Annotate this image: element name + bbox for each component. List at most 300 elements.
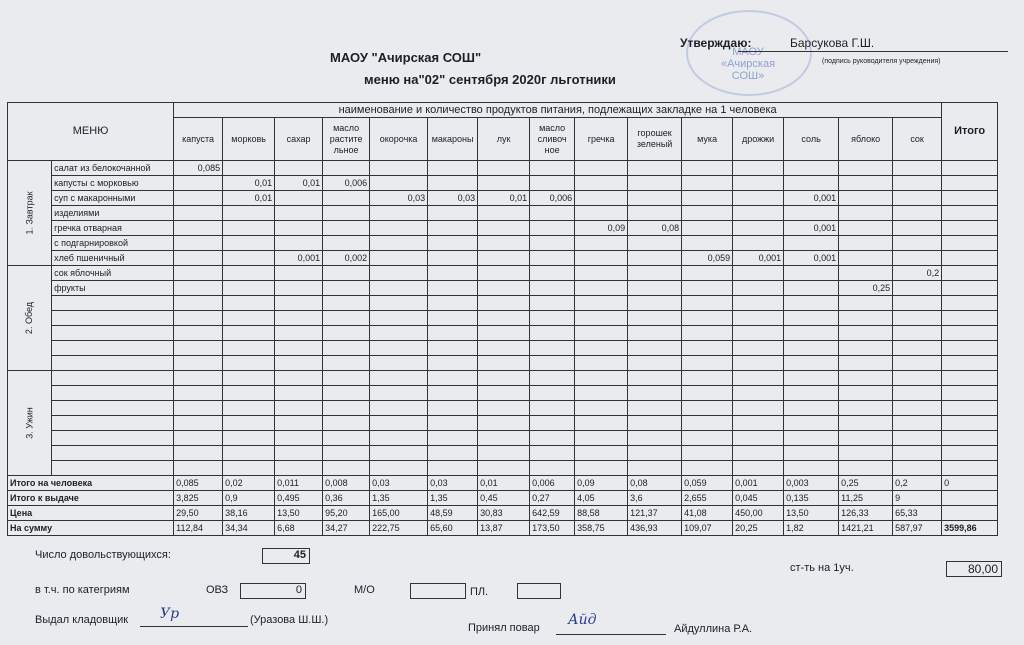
quantity-cell <box>893 311 942 326</box>
quantity-cell <box>733 326 784 341</box>
quantity-cell <box>575 236 628 251</box>
row-total-cell <box>942 416 998 431</box>
quantity-cell <box>275 266 323 281</box>
quantity-cell <box>478 251 530 266</box>
quantity-cell <box>478 236 530 251</box>
totals-cell: 4,05 <box>575 491 628 506</box>
quantity-cell <box>575 386 628 401</box>
row-total-cell <box>942 401 998 416</box>
dish-name: гречка отварная <box>52 221 174 236</box>
quantity-cell <box>839 416 893 431</box>
totals-row <box>8 476 998 491</box>
quantity-cell <box>275 371 323 386</box>
quantity-cell <box>733 356 784 371</box>
table-row <box>8 221 998 236</box>
quantity-cell <box>428 416 478 431</box>
quantity-cell <box>682 401 733 416</box>
quantity-cell <box>323 371 370 386</box>
quantity-cell <box>893 356 942 371</box>
quantity-cell <box>784 206 839 221</box>
totals-cell: 29,50 <box>174 506 223 521</box>
table-row <box>8 311 998 326</box>
approve-note: (подпись руководителя учреждения) <box>822 58 941 65</box>
totals-label: Итого к выдаче <box>8 491 174 506</box>
totals-cell: 2,655 <box>682 491 733 506</box>
totals-cell: 0,08 <box>628 476 682 491</box>
quantity-cell <box>530 461 575 476</box>
quantity-cell <box>323 401 370 416</box>
quantity-cell <box>223 236 275 251</box>
dish-name <box>52 431 174 446</box>
dish-name <box>52 371 174 386</box>
totals-cell: 41,08 <box>682 506 733 521</box>
totals-cell: 109,07 <box>682 521 733 536</box>
quantity-cell <box>478 356 530 371</box>
quantity-cell <box>370 341 428 356</box>
product-header: яблоко <box>839 118 893 161</box>
quantity-cell <box>174 296 223 311</box>
table-row <box>8 266 998 281</box>
quantity-cell <box>784 371 839 386</box>
quantity-cell <box>223 221 275 236</box>
section-label-text: 1. Завтрак <box>24 191 35 235</box>
quantity-cell <box>223 326 275 341</box>
product-header: соль <box>784 118 839 161</box>
quantity-cell <box>575 446 628 461</box>
quantity-cell <box>428 281 478 296</box>
quantity-cell <box>323 356 370 371</box>
quantity-cell <box>275 311 323 326</box>
totals-cell: 34,27 <box>323 521 370 536</box>
quantity-cell <box>839 311 893 326</box>
product-header: масло сливоч ное <box>530 118 575 161</box>
quantity-cell <box>733 266 784 281</box>
quantity-cell <box>530 161 575 176</box>
quantity-cell <box>893 341 942 356</box>
totals-row <box>8 491 998 506</box>
quantity-cell <box>275 221 323 236</box>
quantity-cell <box>370 371 428 386</box>
quantity-cell <box>839 341 893 356</box>
quantity-cell <box>530 386 575 401</box>
quantity-cell <box>428 371 478 386</box>
totals-cell: 88,58 <box>575 506 628 521</box>
quantity-cell <box>733 221 784 236</box>
quantity-cell <box>428 326 478 341</box>
dish-name: салат из белокочанной <box>52 161 174 176</box>
quantity-cell <box>428 311 478 326</box>
pl-label: ПЛ. <box>470 586 489 598</box>
ovz-value: 0 <box>240 583 306 599</box>
quantity-cell <box>323 416 370 431</box>
totals-cell: 112,84 <box>174 521 223 536</box>
quantity-cell <box>893 326 942 341</box>
quantity-cell <box>575 191 628 206</box>
quantity-cell <box>784 236 839 251</box>
quantity-cell <box>628 416 682 431</box>
quantity-cell <box>575 161 628 176</box>
issued-label: Выдал кладовщик <box>35 614 129 626</box>
quantity-cell <box>628 176 682 191</box>
dish-name: суп с макаронными <box>52 191 174 206</box>
totals-cell: 34,34 <box>223 521 275 536</box>
quantity-cell: 0,001 <box>275 251 323 266</box>
product-header: макароны <box>428 118 478 161</box>
row-total-cell <box>942 341 998 356</box>
row-total-cell <box>942 206 998 221</box>
approve-name: Барсукова Г.Ш. <box>790 36 875 50</box>
issued-signature-line <box>140 626 248 627</box>
quantity-cell <box>174 401 223 416</box>
quantity-cell <box>275 206 323 221</box>
quantity-cell <box>839 461 893 476</box>
totals-cell: 0,25 <box>839 476 893 491</box>
row-total-cell <box>942 176 998 191</box>
quantity-cell <box>174 191 223 206</box>
totals-cell: 587,97 <box>893 521 942 536</box>
table-row <box>8 401 998 416</box>
quantity-cell <box>223 386 275 401</box>
totals-grand-cell <box>942 491 998 506</box>
issued-name: (Уразова Ш.Ш.) <box>250 614 329 626</box>
table-row <box>8 386 998 401</box>
quantity-cell <box>530 251 575 266</box>
row-total-cell <box>942 371 998 386</box>
quantity-cell: 0,25 <box>839 281 893 296</box>
quantity-cell <box>478 161 530 176</box>
quantity-cell <box>428 461 478 476</box>
quantity-cell <box>370 386 428 401</box>
quantity-cell <box>733 311 784 326</box>
quantity-cell <box>628 191 682 206</box>
quantity-cell <box>682 416 733 431</box>
quantity-cell <box>784 416 839 431</box>
quantity-cell <box>223 266 275 281</box>
quantity-cell <box>575 206 628 221</box>
quantity-cell <box>733 281 784 296</box>
quantity-cell <box>370 431 428 446</box>
mo-label: М/О <box>354 584 375 596</box>
quantity-cell: 0,01 <box>223 176 275 191</box>
dish-name <box>52 296 174 311</box>
quantity-cell: 0,085 <box>174 161 223 176</box>
quantity-cell <box>839 161 893 176</box>
quantity-cell <box>174 386 223 401</box>
quantity-cell <box>784 281 839 296</box>
totals-cell: 0,02 <box>223 476 275 491</box>
totals-cell: 0,03 <box>370 476 428 491</box>
quantity-cell <box>733 206 784 221</box>
quantity-cell <box>323 461 370 476</box>
quantity-cell: 0,01 <box>275 176 323 191</box>
row-total-cell <box>942 251 998 266</box>
totals-cell: 65,33 <box>893 506 942 521</box>
row-total-cell <box>942 356 998 371</box>
quantity-cell: 0,03 <box>428 191 478 206</box>
count-value: 45 <box>262 548 310 564</box>
table-row <box>8 326 998 341</box>
quantity-cell <box>428 221 478 236</box>
quantity-cell <box>323 326 370 341</box>
quantity-cell: 0,006 <box>323 176 370 191</box>
quantity-cell <box>628 386 682 401</box>
product-header: лук <box>478 118 530 161</box>
quantity-cell <box>893 461 942 476</box>
quantity-cell <box>839 446 893 461</box>
quantity-cell <box>478 371 530 386</box>
quantity-cell <box>370 251 428 266</box>
quantity-cell <box>370 221 428 236</box>
quantity-cell <box>733 176 784 191</box>
quantity-cell <box>223 416 275 431</box>
totals-cell: 126,33 <box>839 506 893 521</box>
quantity-cell <box>893 206 942 221</box>
quantity-cell <box>628 281 682 296</box>
dish-name <box>52 311 174 326</box>
quantity-cell <box>174 431 223 446</box>
quantity-cell <box>893 221 942 236</box>
totals-cell: 3,825 <box>174 491 223 506</box>
quantity-cell <box>530 341 575 356</box>
quantity-cell <box>784 326 839 341</box>
quantity-cell <box>478 341 530 356</box>
dish-name <box>52 386 174 401</box>
quantity-cell <box>174 446 223 461</box>
quantity-cell <box>478 401 530 416</box>
quantity-cell <box>428 356 478 371</box>
product-header: мука <box>682 118 733 161</box>
quantity-cell <box>682 236 733 251</box>
quantity-cell <box>784 386 839 401</box>
quantity-cell <box>223 401 275 416</box>
quantity-cell: 0,01 <box>478 191 530 206</box>
quantity-cell <box>839 371 893 386</box>
quantity-cell <box>628 206 682 221</box>
product-header: масло растите льное <box>323 118 370 161</box>
quantity-cell <box>575 401 628 416</box>
quantity-cell <box>428 431 478 446</box>
quantity-cell <box>733 446 784 461</box>
quantity-cell <box>323 191 370 206</box>
quantity-cell <box>428 176 478 191</box>
table-row <box>8 296 998 311</box>
quantity-cell <box>784 176 839 191</box>
quantity-cell <box>839 266 893 281</box>
dish-name <box>52 401 174 416</box>
quantity-cell <box>478 311 530 326</box>
quantity-cell <box>428 401 478 416</box>
quantity-cell <box>839 356 893 371</box>
table-row <box>8 461 998 476</box>
quantity-cell <box>628 371 682 386</box>
mo-value <box>410 583 466 599</box>
quantity-cell <box>370 461 428 476</box>
totals-cell: 20,25 <box>733 521 784 536</box>
quantity-cell <box>323 221 370 236</box>
table-row <box>8 236 998 251</box>
quantity-cell <box>893 191 942 206</box>
quantity-cell <box>530 371 575 386</box>
quantity-cell <box>893 431 942 446</box>
quantity-cell <box>478 386 530 401</box>
quantity-cell <box>275 401 323 416</box>
quantity-cell <box>428 206 478 221</box>
totals-cell: 65,60 <box>428 521 478 536</box>
quantity-cell <box>174 371 223 386</box>
quantity-cell <box>370 356 428 371</box>
dish-name: с подгарнировкой <box>52 236 174 251</box>
section-label <box>8 266 52 371</box>
quantity-cell <box>478 326 530 341</box>
quantity-cell: 0,03 <box>370 191 428 206</box>
totals-cell: 0,003 <box>784 476 839 491</box>
quantity-cell <box>893 251 942 266</box>
quantity-cell: 0,059 <box>682 251 733 266</box>
quantity-cell <box>370 161 428 176</box>
table-row <box>8 251 998 266</box>
quantity-cell <box>733 461 784 476</box>
quantity-cell <box>478 206 530 221</box>
quantity-cell <box>575 266 628 281</box>
quantity-cell <box>575 311 628 326</box>
group-header: наименование и количество продуктов питания, подлежащих закладке на 1 человека <box>174 103 942 118</box>
quantity-cell <box>682 311 733 326</box>
totals-cell: 6,68 <box>275 521 323 536</box>
quantity-cell <box>323 281 370 296</box>
table-row <box>8 281 998 296</box>
quantity-cell <box>682 221 733 236</box>
quantity-cell <box>784 161 839 176</box>
quantity-cell <box>839 191 893 206</box>
dish-name <box>52 356 174 371</box>
quantity-cell <box>323 236 370 251</box>
row-total-cell <box>942 431 998 446</box>
quantity-cell <box>370 326 428 341</box>
quantity-cell <box>323 161 370 176</box>
quantity-cell <box>575 341 628 356</box>
quantity-cell <box>682 191 733 206</box>
dish-name: сок яблочный <box>52 266 174 281</box>
quantity-cell <box>323 446 370 461</box>
quantity-cell <box>223 251 275 266</box>
totals-cell: 13,50 <box>275 506 323 521</box>
quantity-cell <box>575 461 628 476</box>
quantity-cell <box>628 326 682 341</box>
totals-cell: 165,00 <box>370 506 428 521</box>
quantity-cell <box>370 176 428 191</box>
table-row <box>8 431 998 446</box>
table-row <box>8 161 998 176</box>
totals-cell: 173,50 <box>530 521 575 536</box>
quantity-cell <box>428 341 478 356</box>
totals-cell: 9 <box>893 491 942 506</box>
totals-cell: 0,008 <box>323 476 370 491</box>
quantity-cell <box>893 161 942 176</box>
quantity-cell <box>530 281 575 296</box>
quantity-cell: 0,006 <box>530 191 575 206</box>
approve-label: Утверждаю: <box>680 36 752 50</box>
quantity-cell <box>575 356 628 371</box>
quantity-cell <box>275 161 323 176</box>
product-header: окорочка <box>370 118 428 161</box>
quantity-cell <box>682 206 733 221</box>
quantity-cell <box>174 416 223 431</box>
quantity-cell <box>893 236 942 251</box>
quantity-cell <box>628 236 682 251</box>
totals-cell: 3,6 <box>628 491 682 506</box>
quantity-cell <box>575 176 628 191</box>
quantity-cell <box>428 161 478 176</box>
totals-cell: 1,35 <box>428 491 478 506</box>
menu-table <box>7 102 998 536</box>
quantity-cell <box>223 341 275 356</box>
quantity-cell <box>530 296 575 311</box>
quantity-cell <box>174 221 223 236</box>
totals-row <box>8 506 998 521</box>
totals-cell: 0,45 <box>478 491 530 506</box>
quantity-cell <box>839 206 893 221</box>
dish-name <box>52 341 174 356</box>
quantity-cell <box>839 296 893 311</box>
quantity-cell <box>682 386 733 401</box>
quantity-cell <box>275 281 323 296</box>
section-label <box>8 161 52 266</box>
product-header: капуста <box>174 118 223 161</box>
quantity-cell <box>893 371 942 386</box>
quantity-cell <box>682 446 733 461</box>
quantity-cell: 0,001 <box>784 221 839 236</box>
totals-cell: 38,16 <box>223 506 275 521</box>
totals-label: На сумму <box>8 521 174 536</box>
quantity-cell <box>530 206 575 221</box>
dish-name: хлеб пшеничный <box>52 251 174 266</box>
row-total-cell <box>942 326 998 341</box>
quantity-cell <box>223 356 275 371</box>
quantity-cell <box>223 311 275 326</box>
quantity-cell <box>275 386 323 401</box>
quantity-cell <box>733 371 784 386</box>
quantity-cell <box>784 296 839 311</box>
quantity-cell <box>323 296 370 311</box>
row-total-cell <box>942 281 998 296</box>
quantity-cell <box>174 356 223 371</box>
quantity-cell <box>682 371 733 386</box>
quantity-cell: 0,2 <box>893 266 942 281</box>
product-header: сок <box>893 118 942 161</box>
totals-grand-cell: 3599,86 <box>942 521 998 536</box>
quantity-cell <box>839 431 893 446</box>
quantity-cell <box>370 401 428 416</box>
quantity-cell <box>575 416 628 431</box>
quantity-cell <box>575 326 628 341</box>
quantity-cell <box>275 431 323 446</box>
quantity-cell <box>323 431 370 446</box>
dish-name: капусты с морковью <box>52 176 174 191</box>
quantity-cell: 0,001 <box>784 251 839 266</box>
quantity-cell <box>275 191 323 206</box>
totals-cell: 0,9 <box>223 491 275 506</box>
quantity-cell <box>174 461 223 476</box>
quantity-cell <box>428 236 478 251</box>
totals-grand-cell: 0 <box>942 476 998 491</box>
quantity-cell <box>628 446 682 461</box>
quantity-cell <box>530 221 575 236</box>
section-label <box>8 371 52 476</box>
row-total-cell <box>942 236 998 251</box>
quantity-cell <box>530 266 575 281</box>
quantity-cell <box>628 401 682 416</box>
accepted-name: Айдуллина Р.А. <box>674 623 753 635</box>
